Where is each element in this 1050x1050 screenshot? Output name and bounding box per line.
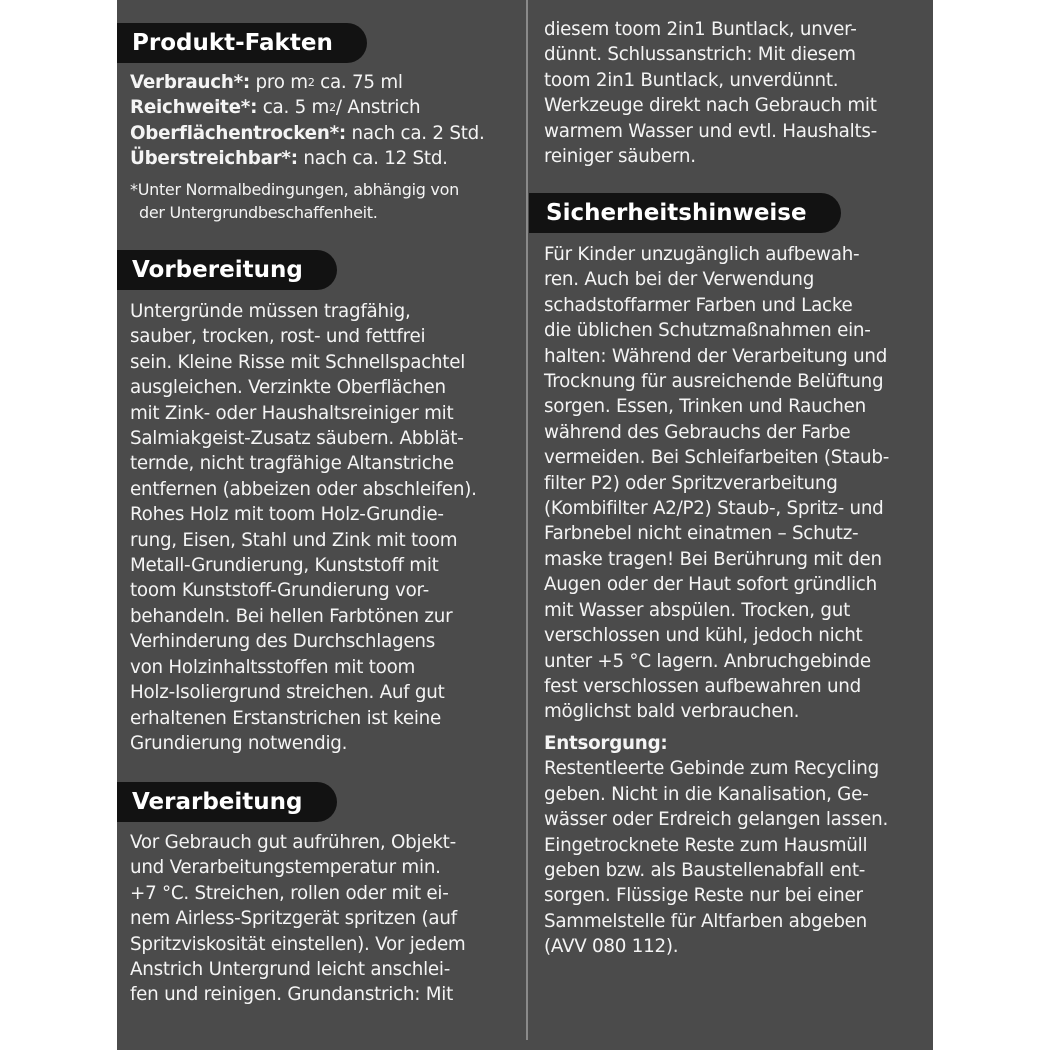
text-line: fest verschlossen aufbewahren und [544, 675, 861, 697]
text-line: Holz-Isoliergrund streichen. Auf gut [130, 682, 445, 704]
text-line: Werkzeuge direkt nach Gebrauch mit [544, 95, 877, 117]
text-line: erhaltenen Erstanstrichen ist keine [130, 707, 442, 729]
text-line: nem Airless-Spritzgerät spritzen (auf [130, 908, 457, 930]
text-line: sauber, trocken, rost- und fettfrei [130, 326, 426, 348]
text-line: (Kombifilter A2/P2) Staub-, Spritz- und [544, 498, 884, 520]
reichweite-sup: 2 [329, 101, 336, 115]
footnote-line: der Untergrundbeschaffenheit. [139, 203, 378, 222]
produkt-fakten-heading: Produkt-Fakten [130, 23, 367, 63]
text-line: Metall-Grundierung, Kunststoff mit [130, 555, 439, 577]
text-line: sorgen. Essen, Trinken und Rauchen [544, 396, 866, 418]
text-line: möglichst bald verbrauchen. [544, 701, 800, 723]
text-line: Für Kinder unzugänglich aufbewah- [544, 244, 860, 265]
text-line: toom Kunststoff-Grundierung vor- [130, 580, 429, 602]
vorbereitung-text [130, 299, 515, 756]
text-line: geben bzw. als Baustellenabfall ent- [544, 860, 866, 882]
entsorgung-label: Entsorgung: [544, 733, 668, 754]
text-line: ausgleichen. Verzinkte Oberflächen [130, 377, 446, 399]
oberflaechentrocken-value: nach ca. 2 Std. [345, 122, 485, 144]
footnote [130, 178, 515, 224]
reichweite-pre: ca. 5 m [257, 97, 330, 119]
text-line: die üblichen Schutzmaßnahmen ein- [544, 320, 871, 342]
verbrauch-sup: 2 [307, 76, 315, 89]
text-line: unter +5 °C lagern. Anbruchgebinde [544, 650, 871, 672]
text-line: mit Wasser abspülen. Trocken, gut [544, 599, 850, 621]
verbrauch-label: Verbrauch*: [130, 72, 250, 93]
text-line: Trocknung für ausreichende Belüftung [544, 371, 884, 393]
text-line: diesem toom 2in1 Buntlack, unver- [544, 19, 857, 40]
text-line: geben. Nicht in die Kanalisation, Ge- [544, 783, 869, 805]
footnote-line: *Unter Normalbedingungen, abhängig von [130, 180, 459, 199]
text-line: Sammelstelle für Altfarben abgeben [544, 910, 868, 932]
text-line: Augen oder der Haut sofort gründlich [544, 574, 877, 596]
text-line: während des Gebrauchs der Farbe [544, 421, 851, 443]
sicherheitshinweise-heading: Sicherheitshinweise [544, 193, 841, 233]
ueberstreichbar-label: Überstreichbar*: [130, 148, 298, 170]
oberflaechentrocken-label: Oberflächentrocken*: [130, 122, 346, 144]
text-line: halten: Während der Verarbeitung und [544, 345, 888, 367]
oberflaechentrocken-row [130, 121, 515, 146]
text-line: filter P2) oder Spritzverarbeitung [544, 472, 838, 494]
text-line: Spritzviskosität einstellen). Vor jedem [130, 933, 466, 955]
text-line: verschlossen und kühl, jedoch nicht [544, 625, 863, 647]
text-line: Eingetrocknete Reste zum Hausmüll [544, 834, 868, 856]
text-line: ren. Auch bei der Verwendung [544, 269, 815, 291]
text-line: toom 2in1 Buntlack, unverdünnt. [544, 69, 839, 91]
text-line: Rohes Holz mit toom Holz-Grundie- [130, 504, 444, 526]
verbrauch-post: ca. 75 ml [314, 72, 403, 93]
text-line: von Holzinhaltsstoffen mit toom [130, 656, 416, 678]
text-line: behandeln. Bei hellen Farbtönen zur [130, 605, 453, 627]
text-line: sorgen. Flüssige Reste nur bei einer [544, 885, 863, 907]
text-line: Verhinderung des Durchschlagens [130, 631, 435, 653]
text-line: sein. Kleine Risse mit Schnellspachtel [130, 351, 466, 373]
reichweite-post: / Anstrich [335, 97, 421, 119]
text-line: Anstrich Untergrund leicht anschlei- [130, 959, 451, 981]
text-line: Farbnebel nicht einatmen – Schutz- [544, 523, 859, 545]
reichweite-row [130, 95, 515, 120]
text-line: mit Zink- oder Haushaltsreiniger mit [130, 402, 454, 424]
ueberstreichbar-row [130, 146, 515, 171]
verbrauch-pre: pro m [250, 72, 308, 93]
product-info-panel [117, 0, 933, 1050]
vorbereitung-heading: Vorbereitung [130, 250, 337, 290]
text-line: entfernen (abbeizen oder abschleifen). [130, 478, 477, 500]
text-line: ternde, nicht tragfähige Altanstriche [130, 453, 454, 475]
verarbeitung-text [130, 830, 515, 1008]
ueberstreichbar-value: nach ca. 12 Std. [297, 148, 448, 170]
text-line: Vor Gebrauch gut aufrühren, Objekt- [130, 832, 456, 853]
column-divider [526, 0, 528, 1040]
verarbeitung-heading: Verarbeitung [130, 782, 337, 822]
text-line: dünnt. Schlussanstrich: Mit diesem [544, 44, 856, 66]
text-line: vermeiden. Bei Schleifarbeiten (Staub- [544, 447, 890, 469]
verbrauch-row [130, 70, 515, 95]
text-line: warmem Wasser und evtl. Haushalts- [544, 120, 877, 142]
text-line: Grundierung notwendig. [130, 732, 348, 754]
text-line: (AVV 080 112). [544, 936, 679, 958]
text-line: rung, Eisen, Stahl und Zink mit toom [130, 529, 458, 551]
text-line: Restentleerte Gebinde zum Recycling [544, 758, 879, 780]
sicherheitshinweise-text [544, 242, 924, 725]
text-line: reiniger säubern. [544, 146, 696, 168]
text-line: maske tragen! Bei Berührung mit den [544, 548, 882, 570]
entsorgung-text [544, 731, 924, 960]
reichweite-label: Reichweite*: [130, 97, 258, 119]
text-line: und Verarbeitungstemperatur min. [130, 857, 441, 879]
text-line: Salmiakgeist-Zusatz säubern. Abblät- [130, 428, 464, 450]
produkt-fakten-list [130, 70, 515, 172]
text-line: schadstoffarmer Farben und Lacke [544, 294, 853, 316]
text-line: fen und reinigen. Grundanstrich: Mit [130, 984, 453, 1006]
text-line: wässer oder Erdreich gelangen lassen. [544, 809, 889, 831]
text-line: +7 °C. Streichen, rollen oder mit ei- [130, 882, 449, 904]
text-line: Untergründe müssen tragfähig, [130, 301, 411, 322]
verarbeitung-continued-text [544, 17, 924, 169]
